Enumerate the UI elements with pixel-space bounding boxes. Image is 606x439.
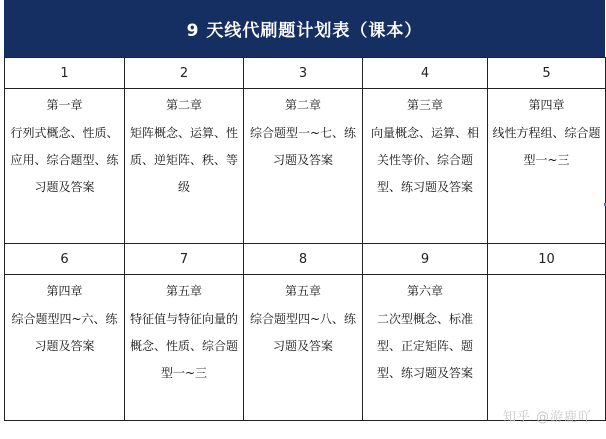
chapter-label: 第三章 bbox=[406, 98, 443, 112]
chapter-label: 第二章 bbox=[284, 98, 321, 112]
plan-cell bbox=[125, 275, 244, 421]
plan-cell bbox=[125, 89, 244, 244]
chapter-label: 第二章 bbox=[165, 98, 202, 112]
chapter-label: 第五章 bbox=[284, 284, 321, 298]
content-row-1 bbox=[5, 89, 606, 244]
topics-text: 向量概念、运算、相关性等价、综合题型、练习题及答案 bbox=[370, 126, 479, 194]
table-title: 9 天线代刷题计划表（课本） bbox=[4, 0, 605, 57]
topics-text: 综合题型一~七、练习题及答案 bbox=[249, 126, 357, 167]
topics-text: 二次型概念、标准型、正定矩阵、题型、练习题及答案 bbox=[376, 312, 473, 380]
topics-text: 综合题型四~八、练习题及答案 bbox=[249, 312, 357, 353]
plan-cell bbox=[5, 89, 125, 244]
chapter-label: 第一章 bbox=[46, 98, 83, 112]
day-header-row-2 bbox=[5, 244, 606, 275]
plan-cell bbox=[244, 275, 363, 421]
topics-text: 特征值与特征向量的概念、性质、综合题型一~三 bbox=[129, 312, 238, 380]
day-number: 6 bbox=[5, 244, 125, 275]
day-number: 3 bbox=[244, 58, 363, 89]
day-number: 5 bbox=[488, 58, 606, 89]
plan-cell bbox=[488, 89, 606, 244]
chapter-label: 第四章 bbox=[46, 284, 83, 298]
plan-cell bbox=[5, 275, 125, 421]
plan-cell bbox=[363, 275, 488, 421]
topics-text: 综合题型四~六、练习题及答案 bbox=[11, 312, 118, 353]
chapter-label: 第四章 bbox=[528, 98, 565, 112]
chapter-label: 第五章 bbox=[165, 284, 202, 298]
day-number: 1 bbox=[5, 58, 125, 89]
day-number: 7 bbox=[125, 244, 244, 275]
study-plan-table bbox=[4, 57, 606, 421]
plan-cell bbox=[363, 89, 488, 244]
topics-text: 线性方程组、综合题型一~三 bbox=[492, 126, 601, 167]
watermark: 知乎 @游鹿吖 bbox=[502, 410, 592, 425]
day-number: 10 bbox=[488, 244, 606, 275]
content-row-2 bbox=[5, 275, 606, 421]
day-number: 4 bbox=[363, 58, 488, 89]
day-number: 2 bbox=[125, 58, 244, 89]
plan-cell bbox=[244, 89, 363, 244]
chapter-label: 第六章 bbox=[406, 284, 443, 298]
topics-text: 矩阵概念、运算、性质、逆矩阵、秩、等级 bbox=[129, 126, 238, 194]
day-number: 9 bbox=[363, 244, 488, 275]
day-number: 8 bbox=[244, 244, 363, 275]
day-header-row-1 bbox=[5, 58, 606, 89]
plan-cell-empty bbox=[488, 275, 606, 421]
topics-text: 行列式概念、性质、应用、综合题型、练习题及答案 bbox=[10, 126, 119, 194]
